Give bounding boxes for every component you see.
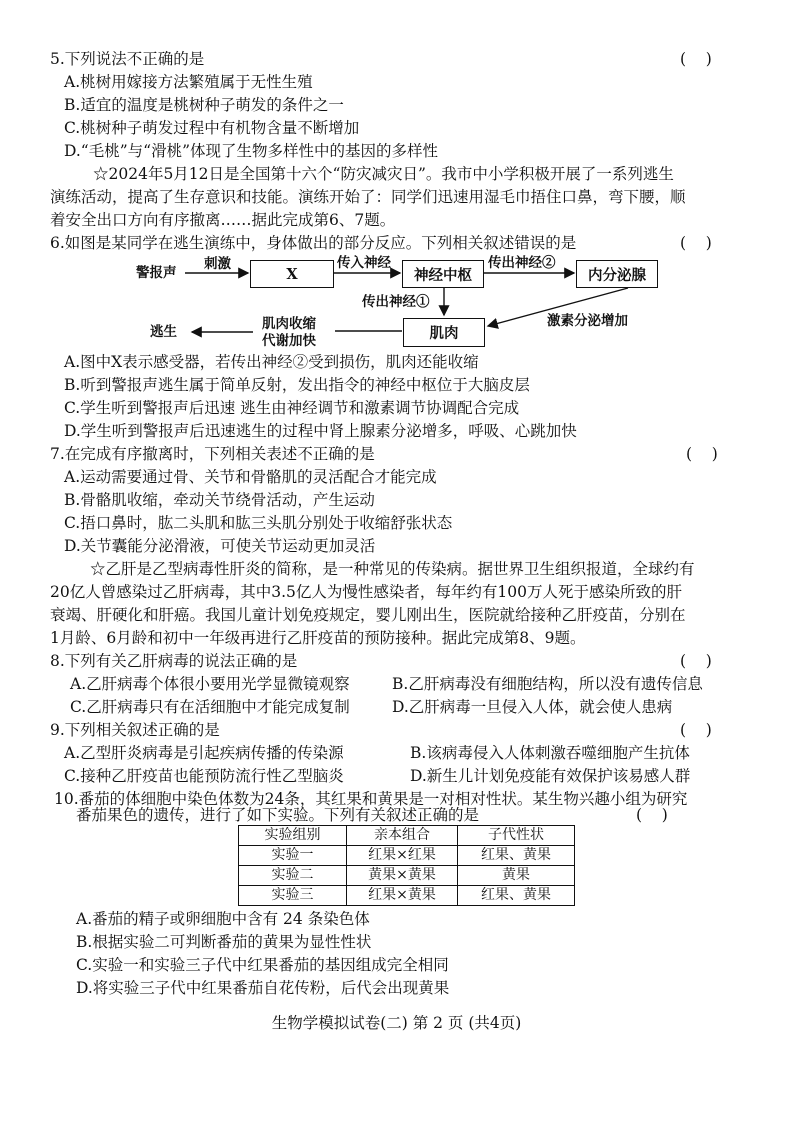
- q10-option-a: A.番茄的精子或卵细胞中含有 24 条染色体: [76, 910, 370, 928]
- passage1-line1: ☆2024年5月12日是全国第十六个“防灾减灾日”。我市中小学积极开展了一系列逃生: [93, 165, 674, 183]
- table-row: [239, 846, 575, 866]
- q9-stem: 9.下列相关叙述正确的是: [50, 721, 220, 739]
- table-cell: 实验三: [239, 886, 347, 906]
- table-header-row: [239, 826, 575, 846]
- q10-stem-line1: 10.番茄的体细胞中染色体数为24条，其红果和黄果是一对相对性状。某生物兴趣小组为研究: [54, 790, 688, 808]
- q6-option-c: C.学生听到警报声后迅速 逃生由神经调节和激素调节协调配合完成: [64, 399, 520, 417]
- page-footer: 生物学模拟试卷(二) 第 2 页 (共4页): [271, 1014, 522, 1032]
- q8-option-a: A.乙肝病毒个体很小要用光学显微镜观察: [70, 675, 350, 693]
- q6-option-b: B.听到警报声逃生属于简单反射，发出指令的神经中枢位于大脑皮层: [64, 376, 530, 394]
- q8-answer-paren: ( ): [680, 652, 712, 670]
- q10-answer-paren: ( ): [636, 806, 668, 824]
- diagram-alarm: 警报声: [136, 265, 177, 281]
- table-cell: 红果、黄果: [458, 846, 575, 866]
- q5-option-b: B.适宜的温度是桃树种子萌发的条件之一: [64, 96, 344, 114]
- passage1-line2: 演练活动，提高了生存意识和技能。演练开始了：同学们迅速用湿毛巾捂住口鼻，弯下腰，顺: [50, 188, 686, 206]
- q6-option-d: D.学生听到警报声后迅速逃生的过程中肾上腺素分泌增多，呼吸、心跳加快: [64, 422, 577, 440]
- q7-stem: 7.在完成有序撤离时，下列相关表述不正确的是: [50, 445, 375, 463]
- q8-option-d: D.乙肝病毒一旦侵入人体，就会使人患病: [392, 698, 673, 716]
- q7-option-d: D.关节囊能分泌滑液，可使关节运动更加灵活: [64, 537, 376, 555]
- passage2-line4: 1月龄、6月龄和初中一年级再进行乙肝疫苗的预防接种。据此完成第8、9题。: [50, 629, 586, 647]
- table-cell: 实验一: [239, 846, 347, 866]
- table-cell: 红果×黄果: [347, 886, 458, 906]
- q7-answer-paren: ( ): [686, 445, 718, 463]
- diagram-escape-label: 逃生: [150, 324, 177, 340]
- table-header-cell: 亲本组合: [347, 826, 458, 846]
- q5-option-a: A.桃树用嫁接方法繁殖属于无性生殖: [64, 73, 313, 91]
- table-cell: 黄果: [458, 866, 575, 886]
- table-cell: 红果×红果: [347, 846, 458, 866]
- q7-option-b: B.骨骼肌收缩，牵动关节绕骨活动，产生运动: [64, 491, 375, 509]
- table-row: [239, 866, 575, 886]
- q9-option-d: D.新生儿计划免疫能有效保护该易感人群: [410, 767, 691, 785]
- passage1-line3: 着安全出口方向有序撤离……据此完成第6、7题。: [50, 211, 396, 229]
- q9-answer-paren: ( ): [680, 721, 712, 739]
- q6-option-a: A.图中X表示感受器，若传出神经②受到损伤，肌肉还能收缩: [64, 353, 479, 371]
- q10-option-c: C.实验一和实验三子代中红果番茄的基因组成完全相同: [76, 956, 449, 974]
- q10-option-d: D.将实验三子代中红果番茄自花传粉，后代会出现黄果: [76, 979, 450, 997]
- q5-stem: 5.下列说法不正确的是: [50, 50, 205, 68]
- table-row: [239, 886, 575, 906]
- table-cell: 红果、黄果: [458, 886, 575, 906]
- diagram-efferent1-label: 传出神经①: [362, 294, 430, 310]
- diagram-contract-label: 肌肉收缩: [262, 316, 316, 332]
- diagram-muscle-box: 肌肉: [403, 318, 485, 347]
- q6-stem: 6.如图是某同学在逃生演练中，身体做出的部分反应。下列相关叙述错误的是: [50, 234, 577, 252]
- diagram-metabolism-label: 代谢加快: [262, 333, 316, 349]
- q9-option-a: A.乙型肝炎病毒是引起疾病传播的传染源: [64, 744, 344, 762]
- experiment-table: [238, 825, 575, 906]
- q7-option-c: C.捂口鼻时，肱二头肌和肱三头肌分别处于收缩舒张状态: [64, 514, 453, 532]
- q5-answer-paren: ( ): [680, 50, 712, 68]
- diagram-hormone-label: 激素分泌增加: [547, 313, 628, 329]
- q7-option-a: A.运动需要通过骨、关节和骨骼肌的灵活配合才能完成: [64, 468, 437, 486]
- q6-answer-paren: ( ): [680, 234, 712, 252]
- diagram-center-box: 神经中枢: [402, 260, 484, 288]
- diagram-stimulus-label: 刺激: [204, 256, 231, 272]
- q8-option-b: B.乙肝病毒没有细胞结构，所以没有遗传信息: [392, 675, 703, 693]
- q9-option-b: B.该病毒侵入人体刺激吞噬细胞产生抗体: [410, 744, 690, 762]
- q8-stem: 8.下列有关乙肝病毒的说法正确的是: [50, 652, 298, 670]
- diagram-gland-box: 内分泌腺: [576, 260, 658, 288]
- diagram-efferent2-label: 传出神经②: [488, 255, 556, 271]
- passage2-line3: 衰竭、肝硬化和肝癌。我国儿童计划免疫规定，婴儿刚出生，医院就给接种乙肝疫苗，分别在: [50, 606, 686, 624]
- q5-option-c: C.桃树种子萌发过程中有机物含量不断增加: [64, 119, 360, 137]
- passage2-line1: ☆乙肝是乙型病毒性肝炎的简称，是一种常见的传染病。据世界卫生组织报道，全球约有: [90, 560, 695, 578]
- table-header-cell: 实验组别: [239, 826, 347, 846]
- table-cell: 实验二: [239, 866, 347, 886]
- diagram-receptor-box: X: [250, 260, 334, 288]
- diagram-afferent-label: 传入神经: [337, 255, 391, 271]
- q5-option-d: D.“毛桃”与“滑桃”体现了生物多样性中的基因的多样性: [64, 142, 438, 160]
- q10-option-b: B.根据实验二可判断番茄的黄果为显性性状: [76, 933, 372, 951]
- q9-option-c: C.接种乙肝疫苗也能预防流行性乙型脑炎: [64, 767, 344, 785]
- table-cell: 黄果×黄果: [347, 866, 458, 886]
- table-header-cell: 子代性状: [458, 826, 575, 846]
- passage2-line2: 20亿人曾感染过乙肝病毒，其中3.5亿人为慢性感染者，每年约有100万人死于感染所致的肝: [50, 583, 682, 601]
- q8-option-c: C.乙肝病毒只有在活细胞中才能完成复制: [70, 698, 350, 716]
- q10-stem-line2: 番茄果色的遗传，进行了如下实验。下列有关叙述正确的是: [76, 806, 480, 824]
